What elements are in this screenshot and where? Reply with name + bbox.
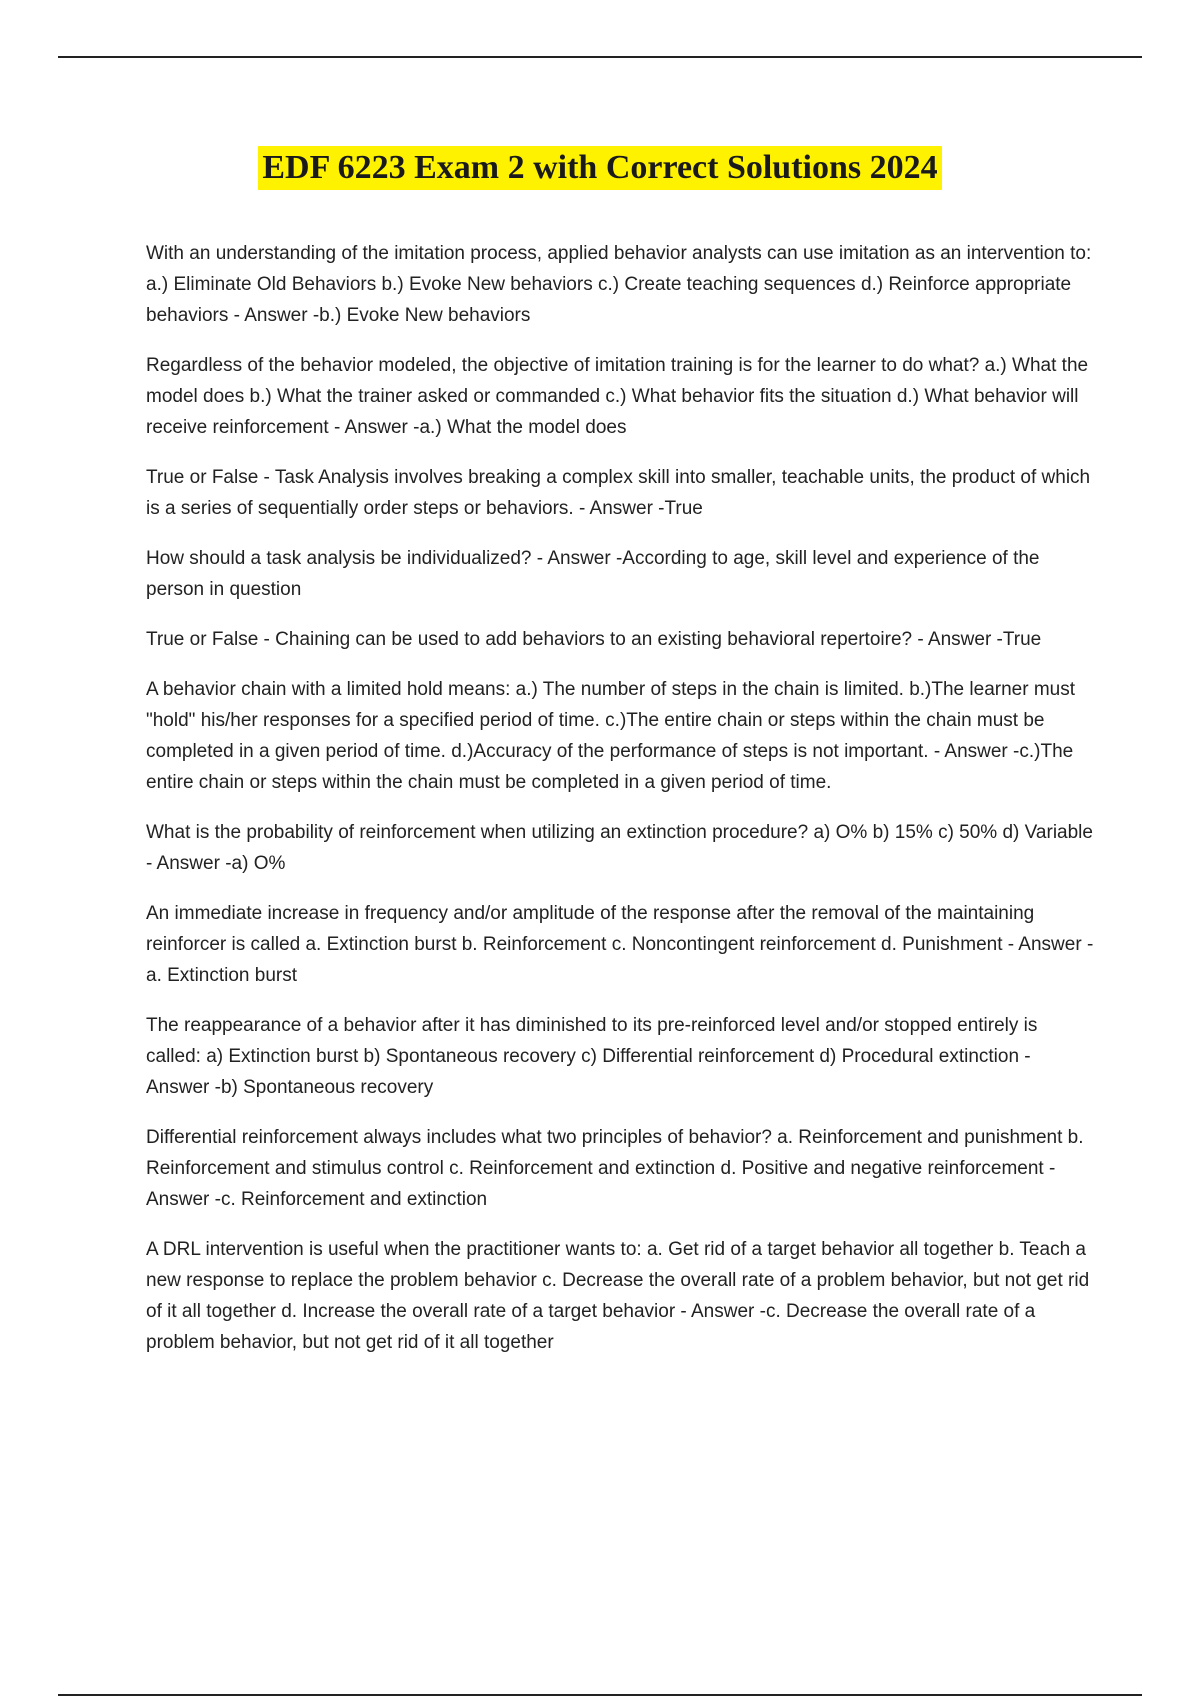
qa-item: True or False - Chaining can be used to add behaviors to an existing behavioral repertoire? - Answer -True xyxy=(146,629,1042,650)
qa-item: A DRL intervention is useful when the practitioner wants to: a. Get rid of a target behavior all together b. Teach a new response to replace the problem behavior c. Decrease the overall rate of a problem behavior, but not get rid of it all together d. Increase the overall rate of a target behavior - Answer -c. Decrease the overall rate of a problem behavior, but not get rid of it all together xyxy=(146,1239,1090,1353)
qa-item: How should a task analysis be individualized? - Answer -According to age, skill level and experience of the person in question xyxy=(146,548,1040,600)
qa-item: With an understanding of the imitation process, applied behavior analysts can use imitation as an intervention to: a.) Eliminate Old Behaviors b.) Evoke New behaviors c.) Create teaching sequences d.) Reinforce appropriate behaviors - Answer -b.) Evoke New behaviors xyxy=(146,243,1092,326)
qa-item: What is the probability of reinforcement when utilizing an extinction procedure? a) O% b) 15% c) 50% d) Variable - Answer -a) O% xyxy=(146,822,1093,874)
document-title: EDF 6223 Exam 2 with Correct Solutions 2024 xyxy=(258,146,941,190)
qa-item: True or False - Task Analysis involves breaking a complex skill into smaller, teachable units, the product of which is a series of sequentially order steps or behaviors. - Answer -True xyxy=(146,467,1091,519)
qa-item: The reappearance of a behavior after it has diminished to its pre-reinforced level and/or stopped entirely is called: a) Extinction burst b) Spontaneous recovery c) Differential reinforcement d) Procedural extinction - Answer -b) Spontaneous recovery xyxy=(146,1015,1038,1098)
qa-item: Differential reinforcement always includes what two principles of behavior? a. Reinforcement and punishment b. Reinforcement and stimulus control c. Reinforcement and extinction d. Positive and negative reinforcement - Answer -c. Reinforcement and extinction xyxy=(146,1127,1084,1210)
question-answer-list xyxy=(146,238,1094,1377)
qa-item: Regardless of the behavior modeled, the objective of imitation training is for the learner to do what? a.) What the model does b.) What the trainer asked or commanded c.) What behavior fits the situation d.) What behavior will receive reinforcement - Answer -a.) What the model does xyxy=(146,355,1089,438)
title-container xyxy=(0,146,1200,190)
bottom-rule xyxy=(58,1694,1142,1696)
top-rule xyxy=(58,56,1142,58)
qa-item: A behavior chain with a limited hold means: a.) The number of steps in the chain is limited. b.)The learner must "hold" his/her responses for a specified period of time. c.)The entire chain or steps within the chain must be completed in a given period of time. d.)Accuracy of the performance of steps is not important. - Answer -c.)The entire chain or steps within the chain must be completed in a given period of time. xyxy=(146,679,1075,793)
qa-item: An immediate increase in frequency and/or amplitude of the response after the removal of the maintaining reinforcer is called a. Extinction burst b. Reinforcement c. Noncontingent reinforcement d. Punishment - Answer -a. Extinction burst xyxy=(146,903,1094,986)
